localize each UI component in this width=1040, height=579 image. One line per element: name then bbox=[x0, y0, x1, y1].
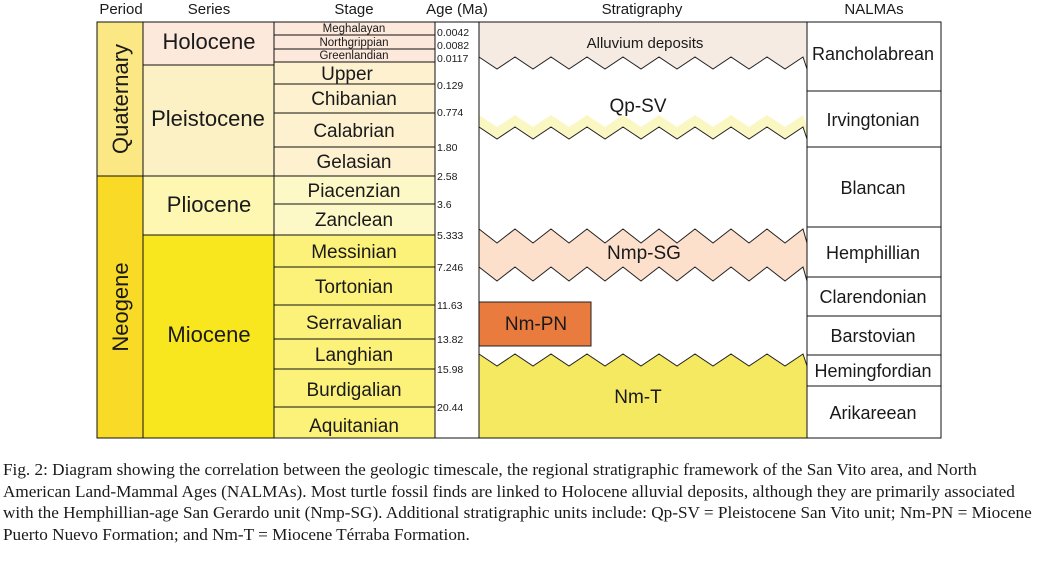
stage-burdigalian-label: Burdigalian bbox=[306, 380, 402, 401]
nalma-blancan-label: Blancan bbox=[840, 178, 906, 198]
series-miocene-label: Miocene bbox=[167, 322, 251, 347]
header-stage: Stage bbox=[334, 1, 374, 18]
nalma-hemphillian-label: Hemphillian bbox=[825, 243, 921, 263]
figure-caption: Fig. 2: Diagram showing the correlation between the geologic timescale, the regional stratigraphic framework of the San Vito area, and North American Land-Mammal Ages (NALMAs). Most turtle fossil finds are linked to Holocene alluvial deposits, although they are primarily associated with the Hemphillian-age San Gerardo unit (Nmp-SG). Additional stratigraphic units include: Qp-SV = Pleistocene San Vito unit; Nm-PN = Miocene Puerto Nuevo Formation; and Nm-T = Miocene Térraba Formation. bbox=[3, 460, 1032, 544]
nalma-clarendonian-label: Clarendonian bbox=[819, 287, 927, 307]
nalma-column bbox=[807, 22, 941, 438]
age-tick-label: 13.82 bbox=[437, 334, 464, 346]
stage-aquitanian-label: Aquitanian bbox=[309, 416, 399, 437]
age-tick-label: 11.63 bbox=[437, 300, 463, 312]
age-tick-label: 2.58 bbox=[437, 171, 458, 183]
age-tick-label: 15.98 bbox=[437, 364, 464, 376]
period-column bbox=[97, 22, 143, 438]
header-stratigraphy: Stratigraphy bbox=[601, 1, 683, 18]
age-tick-label: 0.774 bbox=[437, 107, 464, 119]
header-series: Series bbox=[187, 1, 231, 18]
stage-langhian-label: Langhian bbox=[314, 345, 394, 366]
stage-serravalian-label: Serravalian bbox=[305, 313, 403, 334]
unit-nmp-sg-label: Nmp-SG bbox=[607, 243, 681, 264]
stage-tortonian-label: Tortonian bbox=[314, 277, 394, 298]
stratigraphy-column bbox=[479, 22, 807, 438]
age-tick-label: 0.0117 bbox=[437, 53, 469, 65]
stage-chibanian-label: Chibanian bbox=[311, 89, 397, 110]
unit-nm-pn-label: Nm-PN bbox=[504, 314, 568, 335]
age-tick-label: 7.246 bbox=[437, 262, 464, 274]
unit-qp-sv-label: Qp-SV bbox=[609, 96, 667, 117]
series-column bbox=[143, 22, 274, 438]
stage-gelasian-label: Gelasian bbox=[316, 152, 392, 173]
stage-upper-label: Upper bbox=[321, 64, 373, 85]
age-tick-label: 0.0042 bbox=[437, 27, 470, 39]
unit-nm-t-label: Nm-T bbox=[614, 387, 662, 408]
header-period: Period bbox=[99, 1, 143, 18]
stage-zanclean-label: Zanclean bbox=[314, 210, 394, 231]
header-nalmas: NALMAs bbox=[844, 1, 904, 18]
stage-greenlandian-label: Greenlandian bbox=[319, 50, 389, 62]
age-column bbox=[435, 22, 479, 438]
stage-northgrippian-label: Northgrippian bbox=[319, 37, 389, 49]
stage-messinian-label: Messinian bbox=[311, 242, 397, 263]
age-tick-label: 20.44 bbox=[437, 402, 464, 414]
stage-meghalayan-label: Meghalayan bbox=[322, 23, 386, 35]
period-quaternary-label: Quaternary bbox=[108, 43, 133, 155]
unit-alluvium-label: Alluvium deposits bbox=[586, 35, 704, 52]
nalma-arikareean-label: Arikareean bbox=[829, 403, 917, 423]
series-holocene-label: Holocene bbox=[162, 29, 256, 54]
age-tick-label: 3.6 bbox=[437, 199, 452, 211]
stage-calabrian-label: Calabrian bbox=[313, 121, 395, 142]
stage-piacenzian-label: Piacenzian bbox=[307, 181, 401, 202]
age-tick-label: 0.0082 bbox=[437, 40, 470, 52]
age-tick-label: 5.333 bbox=[437, 230, 464, 242]
age-tick-label: 1.80 bbox=[437, 142, 458, 154]
series-pleistocene-label: Pleistocene bbox=[151, 106, 265, 131]
nalma-rancholabrean-label: Rancholabrean bbox=[811, 44, 935, 64]
series-pliocene-label: Pliocene bbox=[166, 192, 252, 217]
stage-column bbox=[274, 22, 435, 438]
age-tick-label: 0.129 bbox=[437, 80, 464, 92]
nalma-irvingtonian-label: Irvingtonian bbox=[826, 110, 920, 130]
period-neogene-label: Neogene bbox=[108, 262, 133, 352]
nalma-barstovian-label: Barstovian bbox=[830, 326, 916, 346]
nalma-hemingfordian-label: Hemingfordian bbox=[814, 361, 932, 381]
header-age: Age (Ma) bbox=[426, 1, 488, 18]
column-headers bbox=[99, 1, 903, 18]
